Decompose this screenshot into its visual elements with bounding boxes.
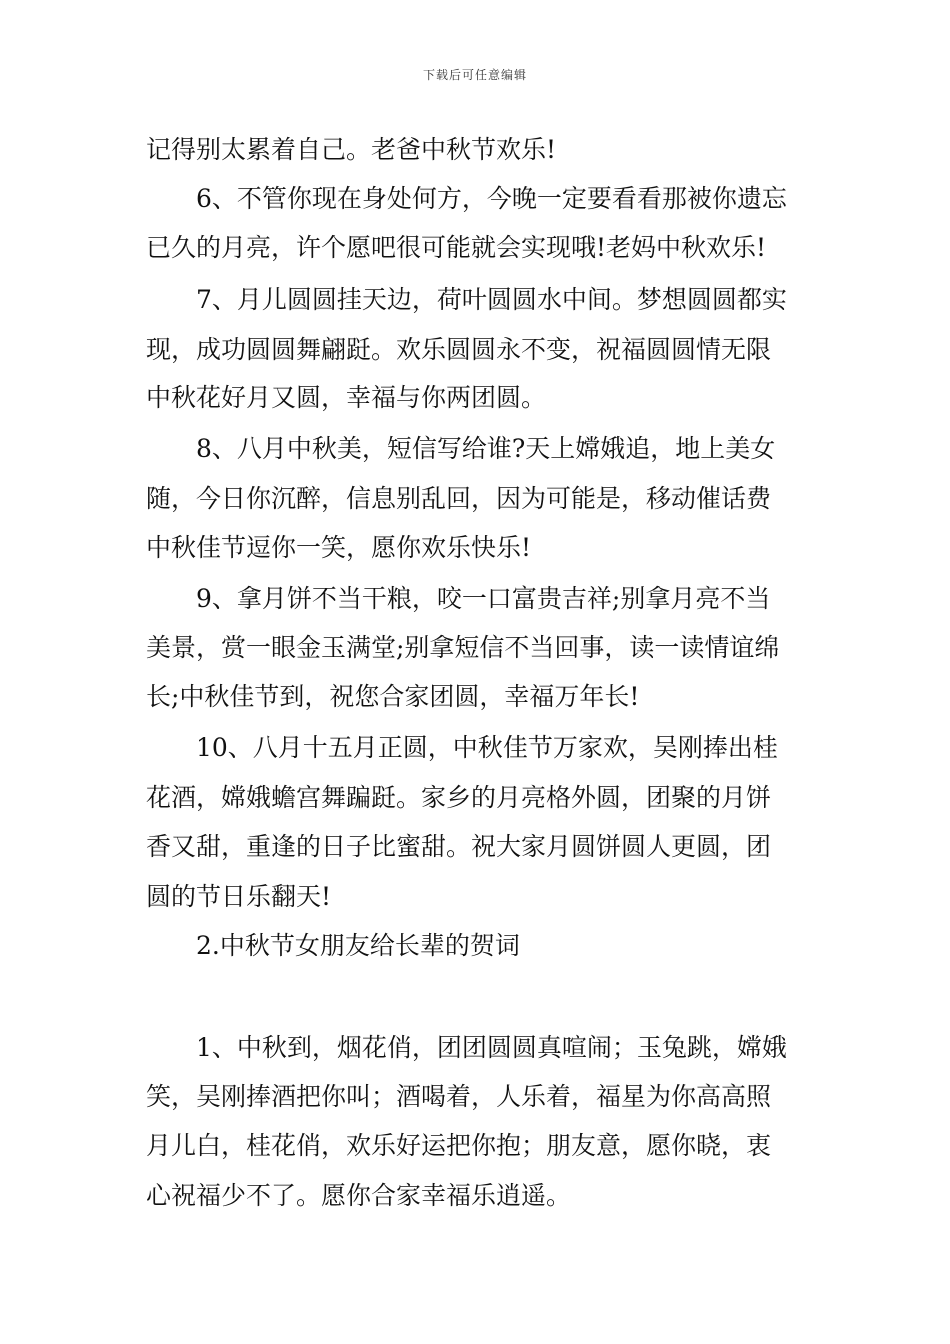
text-line: 现，成功圆圆舞翩跹。欢乐圆圆永不变，祝福圆圆情无限 — [146, 335, 772, 364]
text-line: 10、八月十五月正圆，中秋佳节万家欢，吴刚捧出桂 — [196, 733, 778, 762]
page-header: 下载后可任意编辑 — [422, 68, 527, 82]
section-heading: 2.中秋节女朋友给长辈的贺词 — [196, 931, 520, 960]
text-line: 心祝福少不了。愿你合家幸福乐逍遥。 — [146, 1181, 572, 1210]
text-line: 记得别太累着自己。老爸中秋节欢乐! — [146, 135, 557, 164]
text-line: 7、月儿圆圆挂天边，荷叶圆圆水中间。梦想圆圆都实 — [196, 285, 787, 314]
text-line: 8、八月中秋美，短信写给谁?天上嫦娥追，地上美女 — [196, 434, 776, 463]
text-line: 中秋佳节逗你一笑，愿你欢乐快乐! — [146, 533, 532, 562]
text-line: 花酒，嫦娥蟾宫舞蹁跹。家乡的月亮格外圆，团聚的月饼 — [146, 783, 772, 812]
text-line: 圆的节日乐翻天! — [146, 882, 332, 911]
text-line: 随，今日你沉醉，信息别乱回，因为可能是，移动催话费 — [146, 484, 772, 513]
text-line: 9、拿月饼不当干粮，咬一口富贵吉祥;别拿月亮不当 — [196, 584, 771, 613]
text-line: 月儿白，桂花俏，欢乐好运把你抱；朋友意，愿你晓，衷 — [146, 1131, 772, 1160]
text-line: 美景，赏一眼金玉满堂;别拿短信不当回事，读一读情谊绵 — [146, 633, 780, 662]
text-line: 长;中秋佳节到，祝您合家团圆，幸福万年长! — [146, 682, 640, 711]
text-line: 已久的月亮，许个愿吧很可能就会实现哦!老妈中秋欢乐! — [146, 233, 767, 262]
text-line: 6、不管你现在身处何方，今晚一定要看看那被你遗忘 — [196, 184, 787, 213]
text-line: 香又甜，重逢的日子比蜜甜。祝大家月圆饼圆人更圆，团 — [146, 832, 772, 861]
text-line: 1、中秋到，烟花俏，团团圆圆真喧闹；玉兔跳，嫦娥 — [196, 1033, 787, 1062]
text-line: 中秋花好月又圆，幸福与你两团圆。 — [146, 383, 547, 412]
text-line: 笑，吴刚捧酒把你叫；酒喝着，人乐着，福星为你高高照 — [146, 1082, 772, 1111]
